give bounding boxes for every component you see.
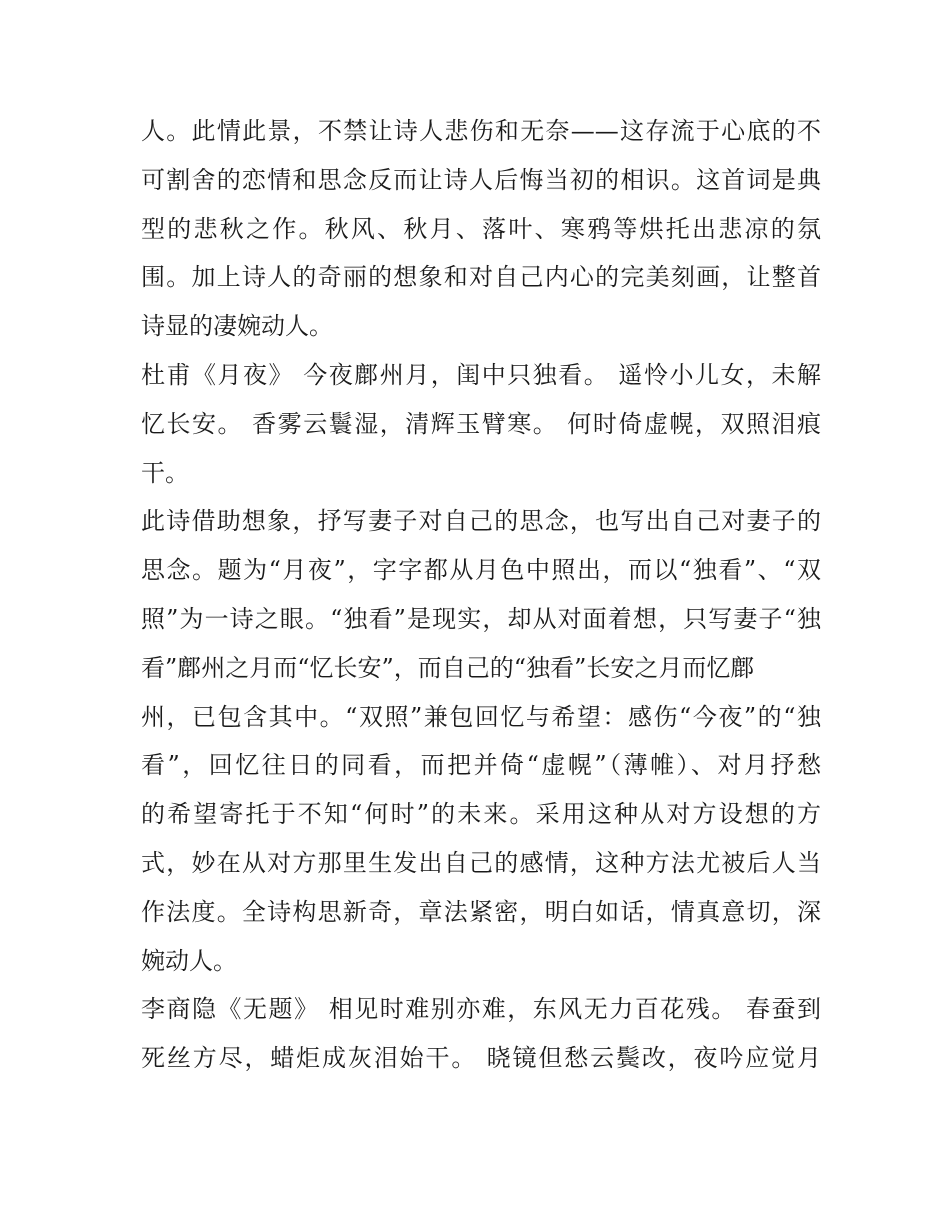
text-line: 干。 bbox=[141, 458, 189, 487]
text-line: 看”，回忆往日的同看，而把并倚“虚幌”（薄帷）、对月抒愁 bbox=[141, 751, 821, 780]
text-line: 州，已包含其中。“双照”兼包回忆与希望：感伤“今夜”的“独 bbox=[141, 702, 821, 731]
text-line: 诗显的凄婉动人。 bbox=[141, 312, 333, 341]
text-line: 围。加上诗人的奇丽的想象和对自己内心的完美刻画，让整首 bbox=[141, 263, 821, 292]
text-line: 可割舍的恋情和思念反而让诗人后悔当初的相识。这首词是典 bbox=[141, 165, 821, 194]
text-line: 忆长安。 香雾云鬟湿，清辉玉臂寒。 何时倚虚幌，双照泪痕 bbox=[141, 409, 821, 438]
text-line: 式，妙在从对方那里生发出自己的感情，这种方法尤被后人当 bbox=[141, 848, 821, 877]
text-line: 婉动人。 bbox=[141, 946, 237, 975]
text-line: 李商隐《无题》 相见时难别亦难，东风无力百花残。 春蚕到 bbox=[141, 995, 821, 1024]
text-line: 型的悲秋之作。秋风、秋月、落叶、寒鸦等烘托出悲凉的氛 bbox=[141, 214, 821, 243]
text-line: 作法度。全诗构思新奇，章法紧密，明白如话，情真意切，深 bbox=[141, 897, 821, 926]
text-line: 此诗借助想象，抒写妻子对自己的思念，也写出自己对妻子的 bbox=[141, 507, 821, 536]
body-text bbox=[141, 107, 821, 1083]
text-line: 照”为一诗之眼。“独看”是现实，却从对面着想，只写妻子“独 bbox=[141, 604, 821, 633]
text-line: 的希望寄托于不知“何时”的未来。采用这种从对方设想的方 bbox=[141, 800, 821, 829]
text-line: 思念。题为“月夜”，字字都从月色中照出，而以“独看”、“双 bbox=[141, 556, 821, 585]
text-line: 人。此情此景，不禁让诗人悲伤和无奈——这存流于心底的不 bbox=[141, 117, 821, 145]
text-line: 死丝方尽，蜡炬成灰泪始干。 晓镜但愁云鬓改，夜吟应觉月 bbox=[141, 1044, 821, 1073]
text-line: 杜甫《月夜》 今夜鄜州月，闺中只独看。 遥怜小儿女，未解 bbox=[141, 360, 821, 389]
text-line: 看”鄜州之月而“忆长安”，而自己的“独看”长安之月而忆鄜 bbox=[141, 653, 755, 682]
